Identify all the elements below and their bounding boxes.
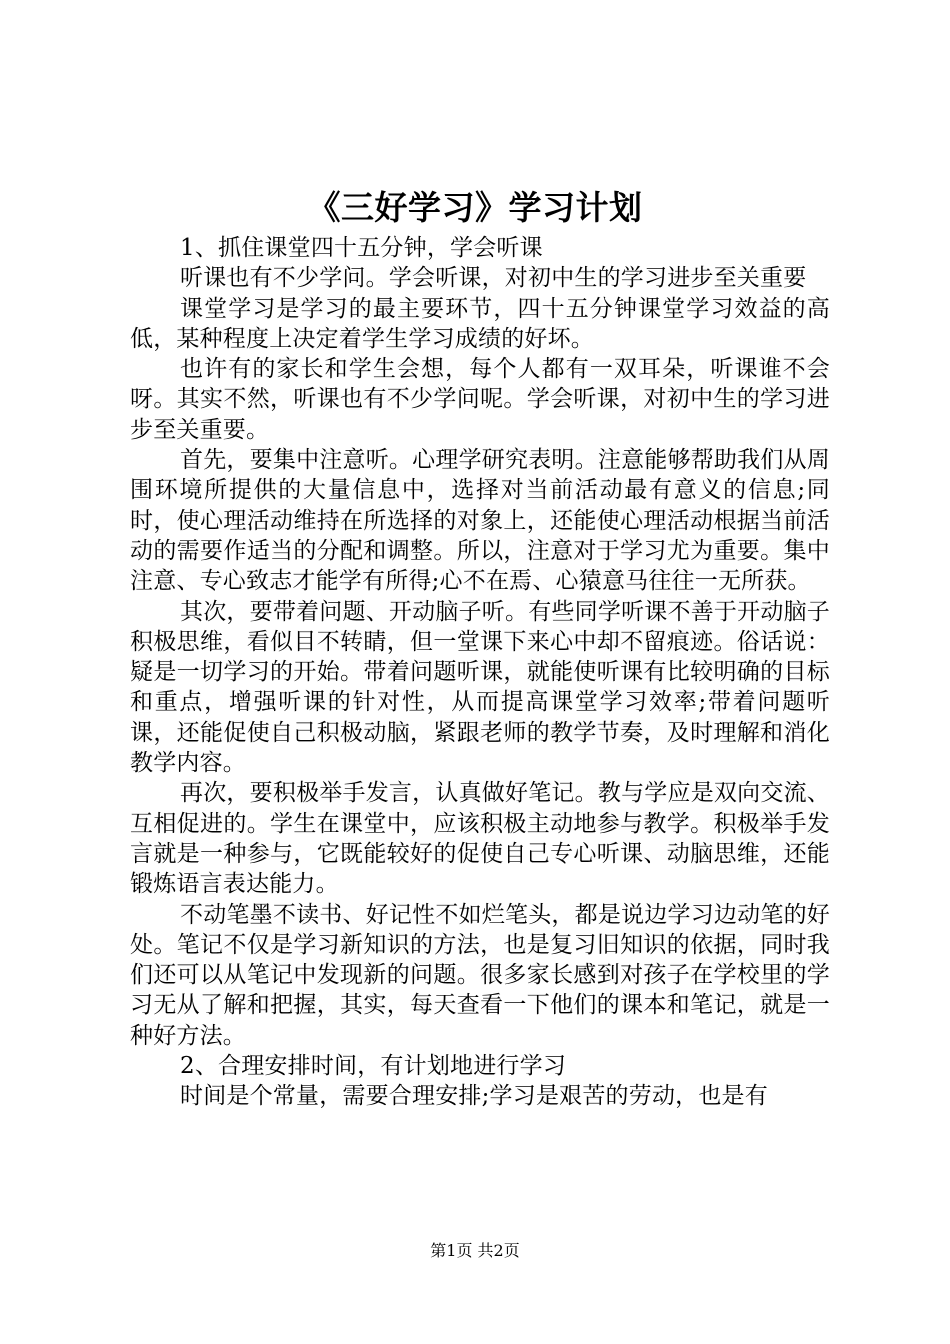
paragraph: 再次，要积极举手发言，认真做好笔记。教与学应是双向交流、互相促进的。学生在课堂中，应该积极主动地参与教学。积极举手发言就是一种参与，它既能较好的促使自己专心听课、动脑思维，还能锻炼语言表达能力。 [130, 780, 830, 898]
section-heading-2: 2、合理安排时间，有计划地进行学习 [180, 1053, 567, 1080]
paragraph: 课堂学习是学习的最主要环节，四十五分钟课堂学习效益的高低，某种程度上决定着学生学习成绩的好坏。 [130, 295, 830, 352]
section-heading-1: 1、抓住课堂四十五分钟，学会听课 [180, 235, 543, 261]
paragraph: 也许有的家长和学生会想，每个人都有一双耳朵，听课谁不会呀。其实不然，听课也有不少学问呢。学会听课，对初中生的学习进步至关重要。 [130, 356, 830, 443]
paragraph: 听课也有不少学问。学会听课，对初中生的学习进步至关重要 [180, 265, 807, 292]
paragraph: 其次，要带着问题、开动脑子听。有些同学听课不善于开动脑子积极思维，看似目不转睛，但一堂课下来心中却不留痕迹。俗话说：疑是一切学习的开始。带着问题听课，就能使听课有比较明确的目标和重点，增强听课的针对性，从而提高课堂学习效率;带着问题听课，还能促使自己积极动脑，紧跟老师的教学节奏，及时理解和消化教学内容。 [130, 598, 830, 777]
page-number-footer: 第1页 共2页 [430, 1241, 520, 1260]
paragraph: 不动笔墨不读书、好记性不如烂笔头，都是说边学习边动笔的好处。笔记不仅是学习新知识的方法，也是复习旧知识的依据，同时我们还可以从笔记中发现新的问题。很多家长感到对孩子在学校里的学习无从了解和把握，其实，每天查看一下他们的课本和笔记，就是一种好方法。 [130, 901, 830, 1049]
paragraph: 首先，要集中注意听。心理学研究表明。注意能够帮助我们从周围环境所提供的大量信息中，选择对当前活动最有意义的信息;同时，使心理活动维持在所选择的对象上，还能使心理活动根据当前活动的需要作适当的分配和调整。所以，注意对于学习尤为重要。集中注意、专心致志才能学有所得;心不在焉、心猿意马往往一无所获。 [130, 447, 830, 595]
document-title: 《三好学习》学习计划 [307, 188, 643, 227]
document-body [130, 233, 830, 1112]
paragraph: 时间是个常量，需要合理安排;学习是艰苦的劳动，也是有 [180, 1083, 768, 1110]
